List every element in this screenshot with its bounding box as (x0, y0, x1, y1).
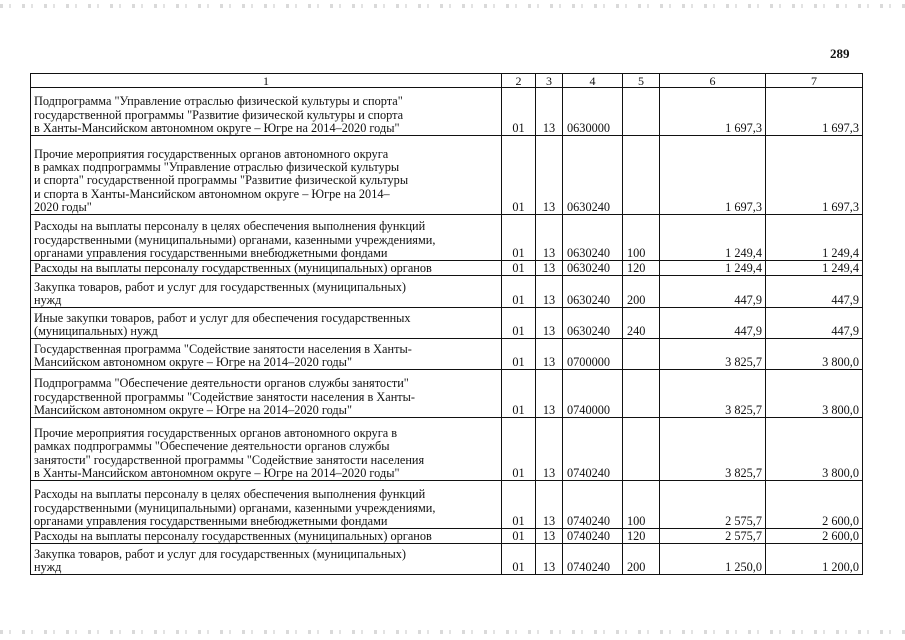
expense-type (623, 88, 660, 136)
amount-actual: 2 600,0 (766, 529, 863, 544)
target-article: 0630000 (563, 88, 623, 136)
amount-planned: 1 697,3 (660, 136, 766, 215)
expense-name: Расходы на выплаты персоналу государственных (муниципальных) органов (31, 261, 502, 276)
section-code: 01 (502, 481, 536, 529)
amount-planned: 1 250,0 (660, 544, 766, 575)
expense-name: Государственная программа "Содействие занятости населения в Ханты- Мансийском автономном округе – Югре на 2014–2020 годы" (31, 339, 502, 370)
page-number: 289 (830, 46, 850, 61)
subsection-code: 13 (536, 529, 563, 544)
expense-name: Подпрограмма "Обеспечение деятельности органов службы занятости" государственной программы "Содействие занятости населения в Ханты- Мансийском автономном округе – Югре на 2014–2020 годы" (31, 370, 502, 418)
amount-actual: 1 697,3 (766, 88, 863, 136)
amount-actual: 3 800,0 (766, 370, 863, 418)
table-row (31, 136, 863, 215)
section-code: 01 (502, 308, 536, 339)
table-row (31, 215, 863, 261)
expense-name: Подпрограмма "Управление отраслью физической культуры и спорта" государственной программы "Развитие физической культуры и спорта в Ханты-Мансийском автономном округе – Югре на 2014–2020 годы" (31, 88, 502, 136)
subsection-code: 13 (536, 339, 563, 370)
amount-actual: 1 697,3 (766, 136, 863, 215)
table-row (31, 481, 863, 529)
target-article: 0700000 (563, 339, 623, 370)
table-row (31, 544, 863, 575)
amount-planned: 3 825,7 (660, 418, 766, 481)
column-header: 5 (623, 74, 660, 88)
table-row (31, 418, 863, 481)
target-article: 0630240 (563, 261, 623, 276)
expense-type (623, 339, 660, 370)
expense-name: Прочие мероприятия государственных органов автономного округа в рамках подпрограммы "Управление отраслью физической культуры и спорта" государственной программы "Развитие физической культуры и спорта в Ханты-Мансийском автономном округе – Югре на 2014– 2020 годы" (31, 136, 502, 215)
amount-actual: 3 800,0 (766, 418, 863, 481)
scan-artifact-bottom (0, 630, 905, 634)
amount-planned: 447,9 (660, 276, 766, 308)
section-code: 01 (502, 215, 536, 261)
subsection-code: 13 (536, 481, 563, 529)
expense-name: Закупка товаров, работ и услуг для государственных (муниципальных) нужд (31, 276, 502, 308)
expense-type: 100 (623, 215, 660, 261)
amount-actual: 1 249,4 (766, 215, 863, 261)
section-code: 01 (502, 529, 536, 544)
expense-type (623, 418, 660, 481)
scan-artifact-top (0, 4, 905, 8)
amount-actual: 2 600,0 (766, 481, 863, 529)
amount-actual: 447,9 (766, 308, 863, 339)
section-code: 01 (502, 136, 536, 215)
section-code: 01 (502, 544, 536, 575)
section-code: 01 (502, 261, 536, 276)
target-article: 0740240 (563, 481, 623, 529)
column-header: 4 (563, 74, 623, 88)
expense-name: Расходы на выплаты персоналу в целях обеспечения выполнения функций государственными (муниципальными) органами, казенными учреждениями, органами управления государственными внебюджетными фондами (31, 481, 502, 529)
target-article: 0740240 (563, 544, 623, 575)
section-code: 01 (502, 276, 536, 308)
subsection-code: 13 (536, 88, 563, 136)
subsection-code: 13 (536, 136, 563, 215)
subsection-code: 13 (536, 544, 563, 575)
header-row (31, 74, 863, 88)
subsection-code: 13 (536, 276, 563, 308)
expense-name: Прочие мероприятия государственных органов автономного округа в рамках подпрограммы "Обеспечение деятельности органов службы занятости" государственной программы "Содействие занятости населения в Ханты-Мансийском автономном округе – Югре на 2014–2020 годы" (31, 418, 502, 481)
amount-planned: 447,9 (660, 308, 766, 339)
table-row (31, 370, 863, 418)
target-article: 0630240 (563, 276, 623, 308)
target-article: 0630240 (563, 136, 623, 215)
amount-actual: 1 249,4 (766, 261, 863, 276)
column-header: 6 (660, 74, 766, 88)
target-article: 0740240 (563, 418, 623, 481)
target-article: 0740000 (563, 370, 623, 418)
column-header: 7 (766, 74, 863, 88)
subsection-code: 13 (536, 418, 563, 481)
expense-type: 120 (623, 261, 660, 276)
subsection-code: 13 (536, 308, 563, 339)
expense-type: 100 (623, 481, 660, 529)
section-code: 01 (502, 88, 536, 136)
amount-actual: 3 800,0 (766, 339, 863, 370)
subsection-code: 13 (536, 261, 563, 276)
table-row (31, 339, 863, 370)
expense-name: Закупка товаров, работ и услуг для государственных (муниципальных) нужд (31, 544, 502, 575)
column-header: 3 (536, 74, 563, 88)
section-code: 01 (502, 370, 536, 418)
amount-planned: 3 825,7 (660, 370, 766, 418)
amount-actual: 1 200,0 (766, 544, 863, 575)
expense-name: Иные закупки товаров, работ и услуг для обеспечения государственных (муниципальных) нужд (31, 308, 502, 339)
expense-type (623, 136, 660, 215)
target-article: 0630240 (563, 215, 623, 261)
expense-type: 200 (623, 544, 660, 575)
amount-planned: 1 249,4 (660, 215, 766, 261)
amount-planned: 1 697,3 (660, 88, 766, 136)
table-row (31, 308, 863, 339)
amount-planned: 2 575,7 (660, 481, 766, 529)
column-header: 2 (502, 74, 536, 88)
amount-planned: 3 825,7 (660, 339, 766, 370)
expense-type (623, 370, 660, 418)
budget-table (30, 73, 863, 575)
expense-type: 240 (623, 308, 660, 339)
target-article: 0740240 (563, 529, 623, 544)
expense-type: 120 (623, 529, 660, 544)
amount-actual: 447,9 (766, 276, 863, 308)
section-code: 01 (502, 339, 536, 370)
section-code: 01 (502, 418, 536, 481)
target-article: 0630240 (563, 308, 623, 339)
expense-name: Расходы на выплаты персоналу государственных (муниципальных) органов (31, 529, 502, 544)
table-row (31, 88, 863, 136)
subsection-code: 13 (536, 215, 563, 261)
amount-planned: 1 249,4 (660, 261, 766, 276)
amount-planned: 2 575,7 (660, 529, 766, 544)
subsection-code: 13 (536, 370, 563, 418)
table-row (31, 276, 863, 308)
table-row (31, 529, 863, 544)
expense-type: 200 (623, 276, 660, 308)
table-row (31, 261, 863, 276)
expense-name: Расходы на выплаты персоналу в целях обеспечения выполнения функций государственными (муниципальными) органами, казенными учреждениями, органами управления государственными внебюджетными фондами (31, 215, 502, 261)
column-header: 1 (31, 74, 502, 88)
